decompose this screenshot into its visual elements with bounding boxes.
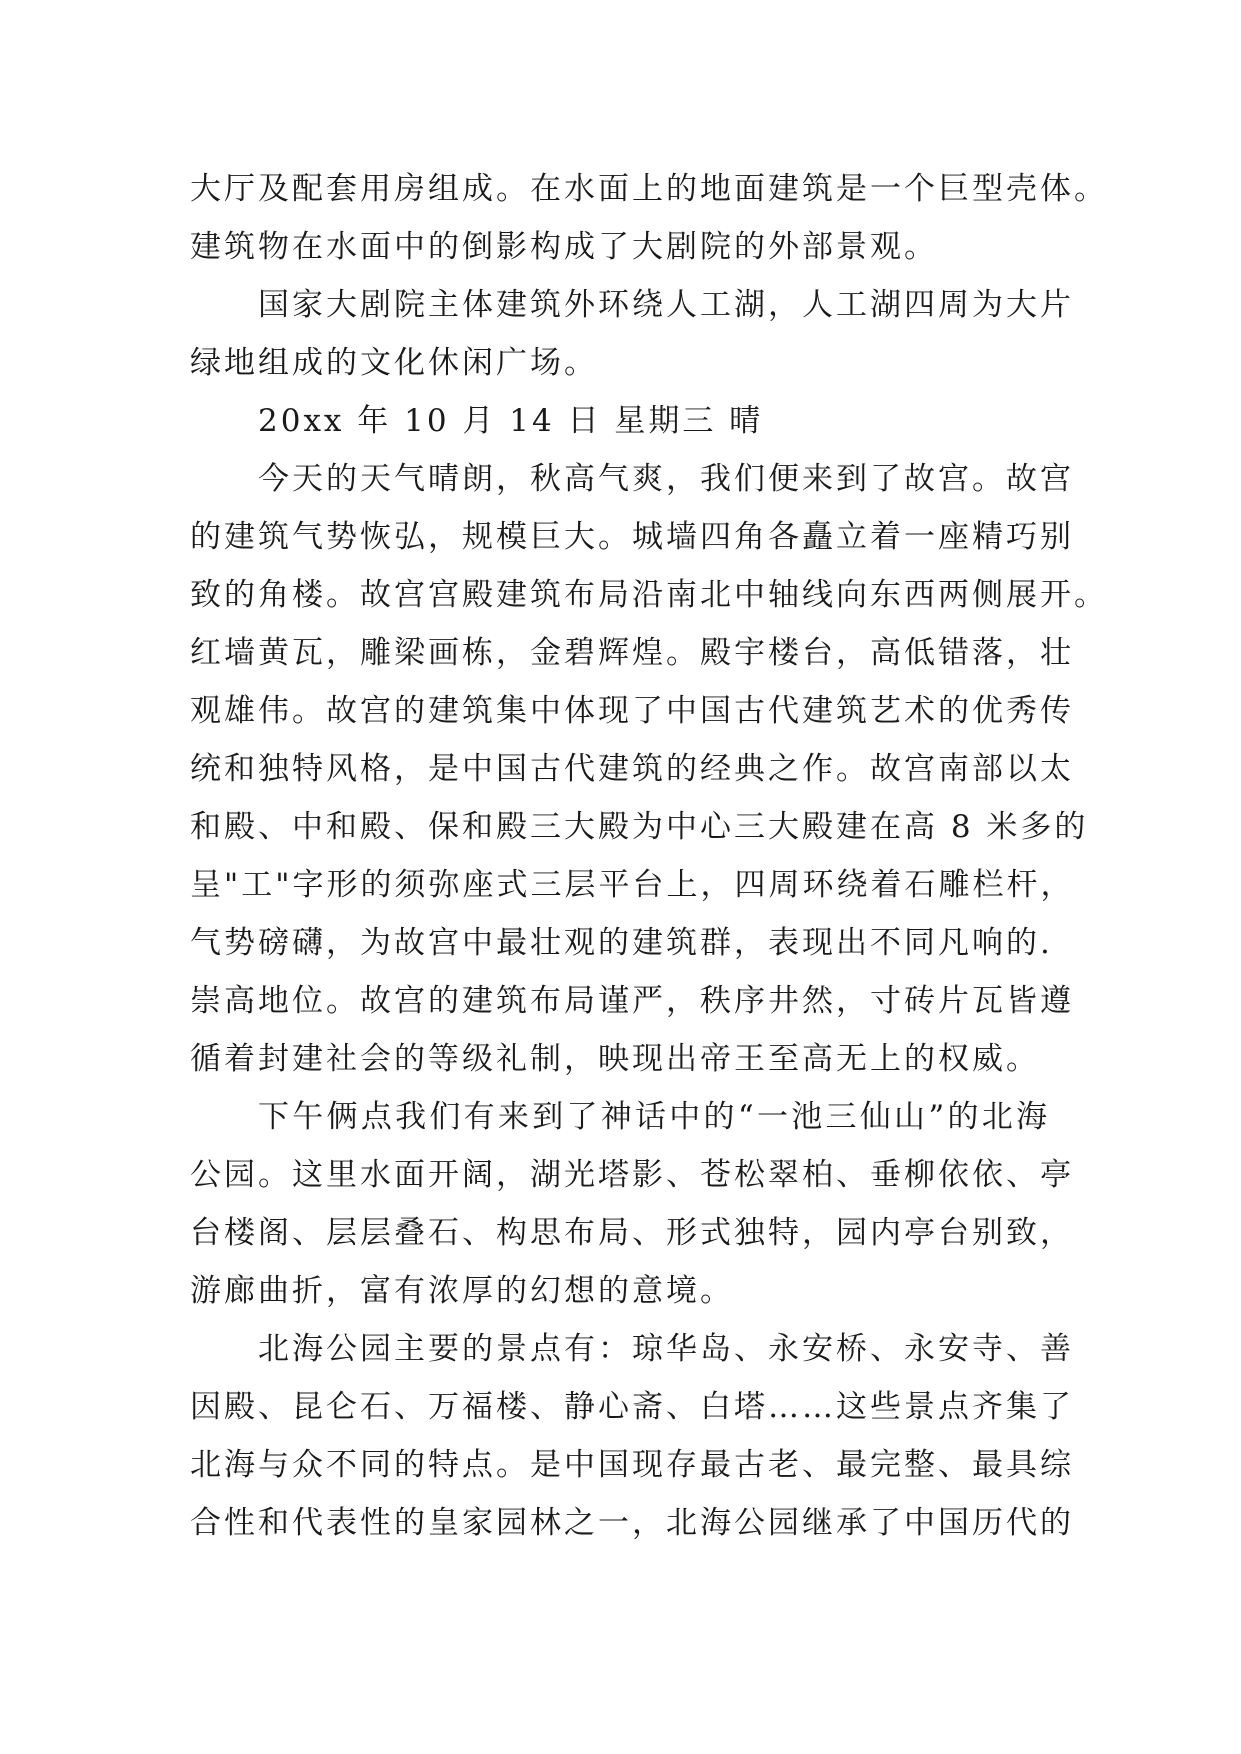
text-line: 的建筑气势恢弘，规模巨大。城墙四角各矗立着一座精巧别 [190,519,1074,555]
text-line: 公园。这里水面开阔，湖光塔影、苍松翠柏、垂柳依依、亭 [190,1157,1074,1193]
text-line: 大厅及配套用房组成。在水面上的地面建筑是一个巨型壳体。 [190,171,1108,207]
text-line: 绿地组成的文化休闲广场。 [190,345,598,381]
paragraph [190,1320,1074,1552]
paragraph [190,450,1108,1088]
text-line: 循着封建社会的等级礼制，映现出帝王至高无上的权威。 [190,1041,1040,1077]
text-line: 和殿、中和殿、保和殿三大殿为中心三大殿建在高 8 米多的 [190,809,1089,845]
text-line: 致的角楼。故宫宫殿建筑布局沿南北中轴线向东西两侧展开。 [190,577,1108,613]
text-line: 建筑物在水面中的倒影构成了大剧院的外部景观。 [190,229,938,265]
text-line: 因殿、昆仑石、万福楼、静心斋、白塔……这些景点齐集了 [190,1389,1074,1425]
text-line: 崇高地位。故宫的建筑布局谨严，秩序井然，寸砖片瓦皆遵 [190,983,1074,1019]
paragraph [190,160,1108,276]
text-line: 呈"工"字形的须弥座式三层平台上，四周环绕着石雕栏杆， [190,867,1075,903]
text-line: 北海与众不同的特点。是中国现存最古老、最完整、最具综 [190,1447,1074,1483]
text-line: 统和独特风格，是中国古代建筑的经典之作。故宫南部以太 [190,751,1074,787]
text-line: 国家大剧院主体建筑外环绕人工湖，人工湖四周为大片 [258,287,1074,323]
text-line: 观雄伟。故宫的建筑集中体现了中国古代建筑艺术的优秀传 [190,693,1074,729]
text-line: 合性和代表性的皇家园林之一，北海公园继承了中国历代的 [190,1505,1074,1541]
document-body [190,160,1108,1552]
text-line: 北海公园主要的景点有：琼华岛、永安桥、永安寺、善 [258,1331,1074,1367]
text-line: 红墙黄瓦，雕梁画栋，金碧辉煌。殿宇楼台，高低错落，壮 [190,635,1074,671]
text-line: 气势磅礴，为故宫中最壮观的建筑群，表现出不同凡响的. [190,925,1053,961]
text-line: 今天的天气晴朗，秋高气爽，我们便来到了故宫。故宫 [258,461,1074,497]
text-line: 游廊曲折，富有浓厚的幻想的意境。 [190,1273,734,1309]
paragraph [190,392,1050,450]
text-line: 台楼阁、层层叠石、构思布局、形式独特，园内亭台别致， [190,1215,1074,1251]
text-line: 20xx 年 10 月 14 日 星期三 晴 [258,403,764,439]
text-line: 下午俩点我们有来到了神话中的“一池三仙山”的北海 [258,1099,1050,1135]
paragraph [190,1088,1074,1320]
paragraph [190,276,1074,392]
